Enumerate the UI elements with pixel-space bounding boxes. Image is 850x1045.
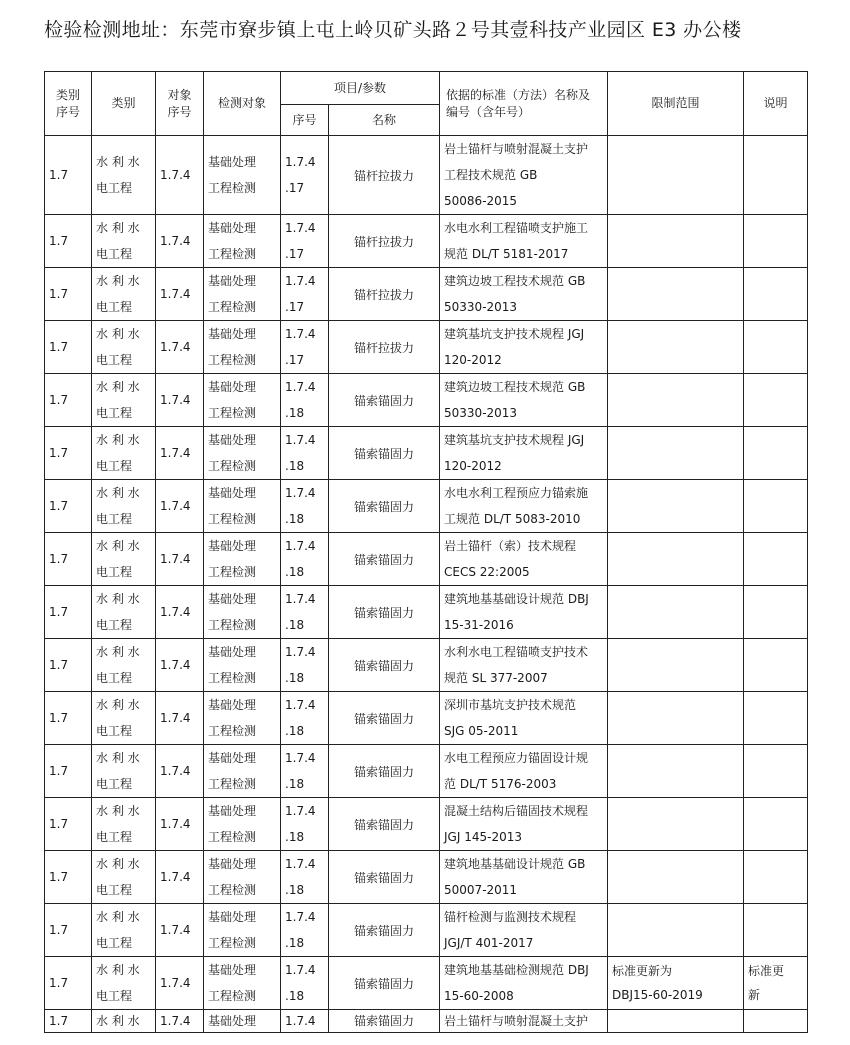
item-name-cell: 锚索锚固力 (329, 374, 440, 427)
header-item-name: 名称 (329, 105, 440, 136)
note-cell: 标准更 新 (744, 957, 808, 1010)
item-seq-cell: 1.7.4 .18 (281, 904, 329, 957)
limit-cell (608, 904, 744, 957)
item-seq-cell: 1.7.4 .18 (281, 957, 329, 1010)
header-cat-seq: 类别 序号 (45, 72, 92, 136)
table-row (45, 957, 808, 1010)
object-cell: 基础处理 工程检测 (204, 745, 281, 798)
standard-cell: 混凝土结构后锚固技术规程 JGJ 145-2013 (440, 798, 608, 851)
cat-seq-cell: 1.7 (45, 851, 92, 904)
table-row (45, 136, 808, 215)
category-cell: 水 利 水 (92, 1010, 156, 1033)
table-row (45, 215, 808, 268)
obj-seq-cell: 1.7.4 (156, 136, 204, 215)
obj-seq-cell: 1.7.4 (156, 427, 204, 480)
item-seq-cell: 1.7.4 .18 (281, 533, 329, 586)
standard-cell: 建筑边坡工程技术规范 GB 50330-2013 (440, 374, 608, 427)
object-cell: 基础处理 (204, 1010, 281, 1033)
obj-seq-cell: 1.7.4 (156, 480, 204, 533)
item-seq-cell: 1.7.4 .18 (281, 639, 329, 692)
table-row (45, 639, 808, 692)
item-seq-cell: 1.7.4 .18 (281, 586, 329, 639)
item-name-cell: 锚杆拉拔力 (329, 268, 440, 321)
header-item-group: 项目/参数 (281, 72, 440, 105)
note-cell (744, 639, 808, 692)
cat-seq-cell: 1.7 (45, 321, 92, 374)
table-header (45, 72, 808, 136)
obj-seq-cell: 1.7.4 (156, 268, 204, 321)
category-cell: 水 利 水 电工程 (92, 957, 156, 1010)
category-cell: 水 利 水 电工程 (92, 639, 156, 692)
header-object: 检测对象 (204, 72, 281, 136)
item-seq-cell: 1.7.4 .18 (281, 745, 329, 798)
note-cell (744, 1010, 808, 1033)
standard-cell: 建筑边坡工程技术规范 GB 50330-2013 (440, 268, 608, 321)
item-seq-cell: 1.7.4 (281, 1010, 329, 1033)
object-cell: 基础处理 工程检测 (204, 533, 281, 586)
note-cell (744, 268, 808, 321)
obj-seq-cell: 1.7.4 (156, 639, 204, 692)
limit-cell (608, 798, 744, 851)
note-cell (744, 586, 808, 639)
note-cell (744, 692, 808, 745)
obj-seq-cell: 1.7.4 (156, 692, 204, 745)
object-cell: 基础处理 工程检测 (204, 692, 281, 745)
limit-cell (608, 692, 744, 745)
obj-seq-cell: 1.7.4 (156, 586, 204, 639)
note-cell (744, 374, 808, 427)
header-limit: 限制范围 (608, 72, 744, 136)
limit-cell (608, 136, 744, 215)
category-cell: 水 利 水 电工程 (92, 374, 156, 427)
limit-cell (608, 745, 744, 798)
limit-cell (608, 321, 744, 374)
item-seq-cell: 1.7.4 .18 (281, 427, 329, 480)
item-seq-cell: 1.7.4 .17 (281, 136, 329, 215)
object-cell: 基础处理 工程检测 (204, 374, 281, 427)
item-name-cell: 锚杆拉拔力 (329, 321, 440, 374)
limit-cell (608, 639, 744, 692)
standard-cell: 建筑基坑支护技术规程 JGJ 120-2012 (440, 321, 608, 374)
table-row (45, 745, 808, 798)
standard-cell: 岩土锚杆与喷射混凝土支护 工程技术规范 GB 50086-2015 (440, 136, 608, 215)
object-cell: 基础处理 工程检测 (204, 321, 281, 374)
cat-seq-cell: 1.7 (45, 374, 92, 427)
item-seq-cell: 1.7.4 .18 (281, 851, 329, 904)
object-cell: 基础处理 工程检测 (204, 427, 281, 480)
cat-seq-cell: 1.7 (45, 692, 92, 745)
category-cell: 水 利 水 电工程 (92, 215, 156, 268)
object-cell: 基础处理 工程检测 (204, 480, 281, 533)
item-seq-cell: 1.7.4 .18 (281, 374, 329, 427)
obj-seq-cell: 1.7.4 (156, 1010, 204, 1033)
object-cell: 基础处理 工程检测 (204, 136, 281, 215)
object-cell: 基础处理 工程检测 (204, 851, 281, 904)
object-cell: 基础处理 工程检测 (204, 268, 281, 321)
standard-cell: 水电工程预应力锚固设计规 范 DL/T 5176-2003 (440, 745, 608, 798)
table-row (45, 692, 808, 745)
limit-cell (608, 215, 744, 268)
limit-cell (608, 533, 744, 586)
item-name-cell: 锚索锚固力 (329, 427, 440, 480)
cat-seq-cell: 1.7 (45, 745, 92, 798)
limit-cell (608, 427, 744, 480)
obj-seq-cell: 1.7.4 (156, 533, 204, 586)
standard-cell: 岩土锚杆（索）技术规程 CECS 22:2005 (440, 533, 608, 586)
header-note: 说明 (744, 72, 808, 136)
category-cell: 水 利 水 电工程 (92, 851, 156, 904)
cat-seq-cell: 1.7 (45, 639, 92, 692)
category-cell: 水 利 水 电工程 (92, 136, 156, 215)
limit-cell (608, 851, 744, 904)
item-name-cell: 锚杆拉拔力 (329, 136, 440, 215)
note-cell (744, 321, 808, 374)
table-row (45, 586, 808, 639)
category-cell: 水 利 水 电工程 (92, 904, 156, 957)
table-row (45, 480, 808, 533)
item-name-cell: 锚索锚固力 (329, 480, 440, 533)
item-seq-cell: 1.7.4 .18 (281, 798, 329, 851)
category-cell: 水 利 水 电工程 (92, 586, 156, 639)
item-seq-cell: 1.7.4 .18 (281, 692, 329, 745)
obj-seq-cell: 1.7.4 (156, 745, 204, 798)
standard-cell: 建筑地基基础设计规范 DBJ 15-31-2016 (440, 586, 608, 639)
qualification-table (44, 71, 808, 1033)
category-cell: 水 利 水 电工程 (92, 321, 156, 374)
standard-cell: 水电水利工程锚喷支护施工 规范 DL/T 5181-2017 (440, 215, 608, 268)
cat-seq-cell: 1.7 (45, 136, 92, 215)
table-row (45, 798, 808, 851)
category-cell: 水 利 水 电工程 (92, 268, 156, 321)
object-cell: 基础处理 工程检测 (204, 215, 281, 268)
category-cell: 水 利 水 电工程 (92, 427, 156, 480)
object-cell: 基础处理 工程检测 (204, 798, 281, 851)
table-row (45, 321, 808, 374)
obj-seq-cell: 1.7.4 (156, 215, 204, 268)
item-seq-cell: 1.7.4 .17 (281, 321, 329, 374)
obj-seq-cell: 1.7.4 (156, 851, 204, 904)
standard-cell: 深圳市基坑支护技术规范 SJG 05-2011 (440, 692, 608, 745)
limit-cell (608, 1010, 744, 1033)
item-name-cell: 锚索锚固力 (329, 533, 440, 586)
table-row (45, 427, 808, 480)
obj-seq-cell: 1.7.4 (156, 957, 204, 1010)
note-cell (744, 533, 808, 586)
standard-cell: 建筑地基基础检测规范 DBJ 15-60-2008 (440, 957, 608, 1010)
cat-seq-cell: 1.7 (45, 1010, 92, 1033)
cat-seq-cell: 1.7 (45, 904, 92, 957)
standard-cell: 锚杆检测与监测技术规程 JGJ/T 401-2017 (440, 904, 608, 957)
limit-cell (608, 480, 744, 533)
category-cell: 水 利 水 电工程 (92, 480, 156, 533)
table-row (45, 1010, 808, 1033)
note-cell (744, 136, 808, 215)
object-cell: 基础处理 工程检测 (204, 904, 281, 957)
header-obj-seq: 对象 序号 (156, 72, 204, 136)
item-name-cell: 锚索锚固力 (329, 957, 440, 1010)
cat-seq-cell: 1.7 (45, 798, 92, 851)
note-cell (744, 851, 808, 904)
standard-cell: 岩土锚杆与喷射混凝土支护 (440, 1010, 608, 1033)
cat-seq-cell: 1.7 (45, 427, 92, 480)
item-seq-cell: 1.7.4 .18 (281, 480, 329, 533)
item-name-cell: 锚索锚固力 (329, 692, 440, 745)
cat-seq-cell: 1.7 (45, 215, 92, 268)
item-seq-cell: 1.7.4 .17 (281, 268, 329, 321)
table-row (45, 533, 808, 586)
note-cell (744, 745, 808, 798)
category-cell: 水 利 水 电工程 (92, 692, 156, 745)
note-cell (744, 215, 808, 268)
standard-cell: 建筑地基基础设计规范 GB 50007-2011 (440, 851, 608, 904)
object-cell: 基础处理 工程检测 (204, 957, 281, 1010)
category-cell: 水 利 水 电工程 (92, 533, 156, 586)
header-item-seq: 序号 (281, 105, 329, 136)
table-row (45, 851, 808, 904)
cat-seq-cell: 1.7 (45, 480, 92, 533)
standard-cell: 水利水电工程锚喷支护技术 规范 SL 377-2007 (440, 639, 608, 692)
item-seq-cell: 1.7.4 .17 (281, 215, 329, 268)
limit-cell (608, 374, 744, 427)
category-cell: 水 利 水 电工程 (92, 798, 156, 851)
note-cell (744, 480, 808, 533)
standard-cell: 建筑基坑支护技术规程 JGJ 120-2012 (440, 427, 608, 480)
category-cell: 水 利 水 电工程 (92, 745, 156, 798)
table-body (45, 136, 808, 1033)
limit-cell: 标准更新为 DBJ15-60-2019 (608, 957, 744, 1010)
cat-seq-cell: 1.7 (45, 533, 92, 586)
cat-seq-cell: 1.7 (45, 268, 92, 321)
item-name-cell: 锚索锚固力 (329, 851, 440, 904)
obj-seq-cell: 1.7.4 (156, 904, 204, 957)
header-category: 类别 (92, 72, 156, 136)
standard-cell: 水电水利工程预应力锚索施 工规范 DL/T 5083-2010 (440, 480, 608, 533)
item-name-cell: 锚索锚固力 (329, 745, 440, 798)
item-name-cell: 锚索锚固力 (329, 639, 440, 692)
limit-cell (608, 586, 744, 639)
obj-seq-cell: 1.7.4 (156, 374, 204, 427)
cat-seq-cell: 1.7 (45, 957, 92, 1010)
item-name-cell: 锚索锚固力 (329, 904, 440, 957)
note-cell (744, 427, 808, 480)
cat-seq-cell: 1.7 (45, 586, 92, 639)
table-row (45, 374, 808, 427)
table-row (45, 268, 808, 321)
note-cell (744, 904, 808, 957)
item-name-cell: 锚索锚固力 (329, 1010, 440, 1033)
item-name-cell: 锚索锚固力 (329, 798, 440, 851)
test-address-title: 检验检测地址：东莞市寮步镇上屯上岭贝矿头路２号其壹科技产业园区 E3 办公楼 (44, 19, 742, 41)
note-cell (744, 798, 808, 851)
limit-cell (608, 268, 744, 321)
item-name-cell: 锚索锚固力 (329, 586, 440, 639)
header-standard: 依据的标准（方法）名称及 编号（含年号） (440, 72, 608, 136)
table-row (45, 904, 808, 957)
item-name-cell: 锚杆拉拔力 (329, 215, 440, 268)
obj-seq-cell: 1.7.4 (156, 798, 204, 851)
object-cell: 基础处理 工程检测 (204, 639, 281, 692)
obj-seq-cell: 1.7.4 (156, 321, 204, 374)
object-cell: 基础处理 工程检测 (204, 586, 281, 639)
